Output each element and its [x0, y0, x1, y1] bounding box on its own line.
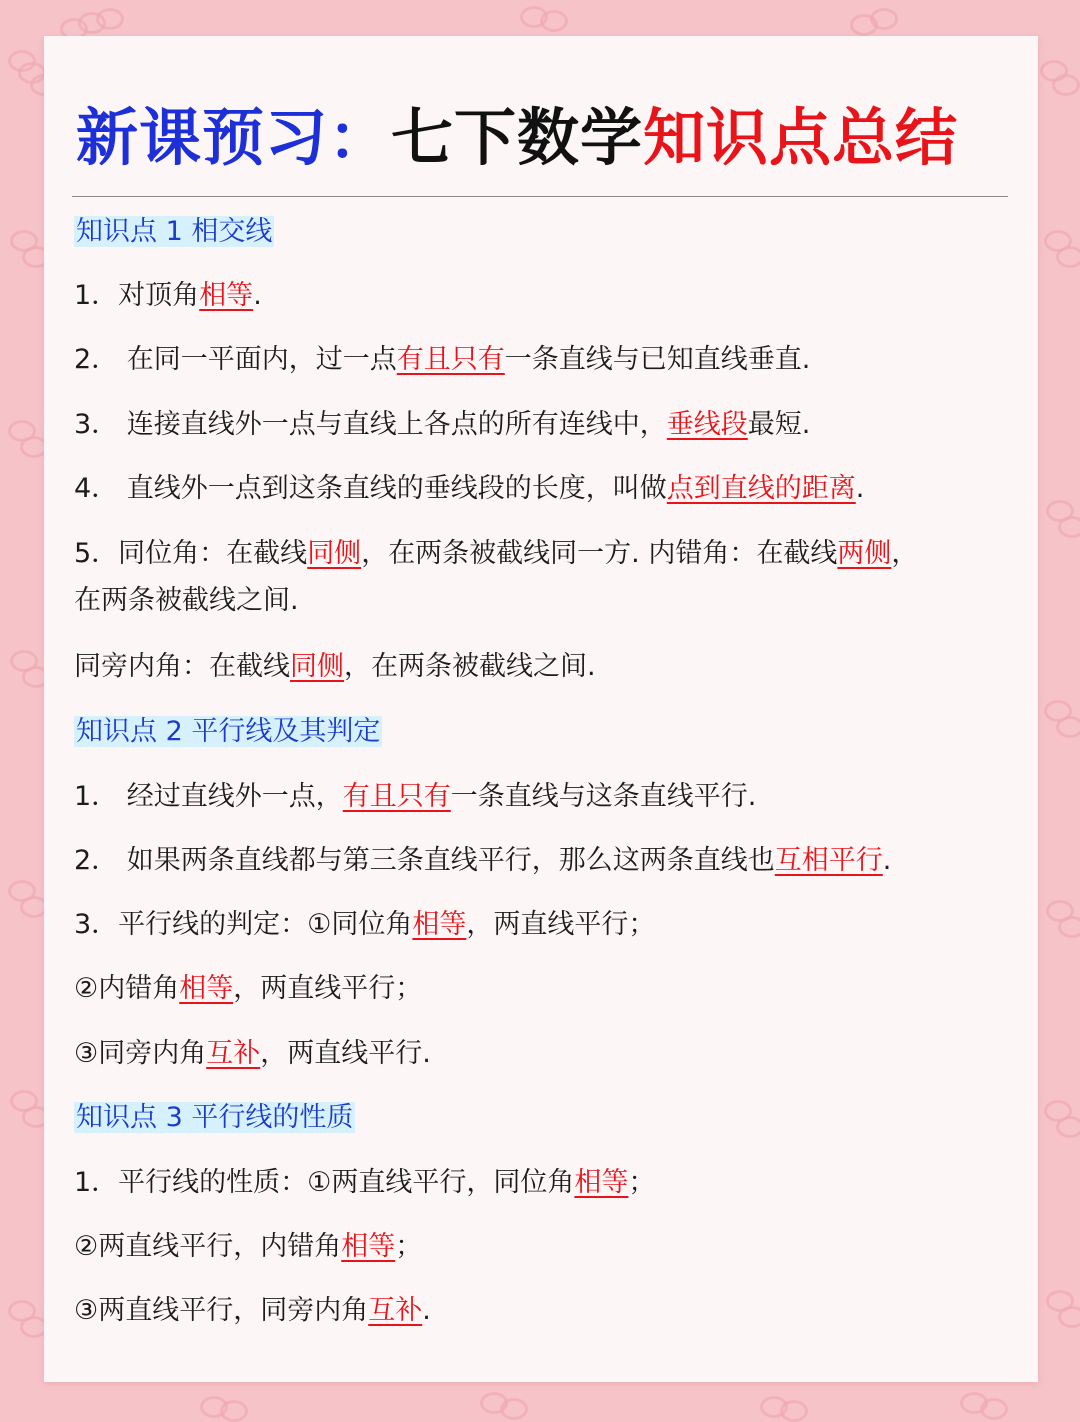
highlighted-answer: 相等: [412, 909, 467, 940]
title-part-prefix: 新课预习：: [76, 101, 392, 174]
line-text: ③两直线平行，同旁内角: [74, 1295, 369, 1326]
knowledge-line: [74, 1227, 422, 1267]
knowledge-line: [74, 340, 810, 380]
line-text: ，在两条被截线同一方. 内错角：在截线: [361, 538, 838, 569]
highlighted-answer: 有且只有: [342, 781, 451, 812]
section-heading-2: [74, 712, 382, 752]
line-text: .: [855, 473, 865, 504]
chain-link-decoration: [980, 1398, 1008, 1420]
title-part-subject: 七下数学: [391, 101, 644, 174]
highlighted-answer: 垂线段: [666, 409, 748, 440]
line-text: 2． 如果两条直线都与第三条直线平行，那么这两条直线也: [74, 845, 775, 876]
line-text: 3．平行线的判定：①同位角: [74, 909, 413, 940]
title-part-summary: 知识点总结: [643, 101, 959, 174]
page-title: [76, 98, 1016, 178]
chain-link-decoration: [1056, 716, 1080, 738]
knowledge-line: [74, 581, 299, 621]
line-text: ，两直线平行；: [466, 909, 656, 940]
knowledge-line: [74, 841, 891, 881]
highlighted-answer: 相等: [341, 1231, 396, 1262]
knowledge-line: [74, 1291, 431, 1331]
knowledge-line: [74, 1034, 431, 1074]
chain-link-decoration: [1058, 1306, 1080, 1328]
highlighted-answer: 有且只有: [396, 344, 505, 375]
chain-link-decoration: [870, 8, 898, 30]
highlighted-answer: 同侧: [290, 651, 344, 682]
highlighted-answer: 相等: [179, 973, 234, 1004]
knowledge-line: [74, 905, 655, 945]
line-text: 一条直线与已知直线垂直.: [504, 344, 811, 375]
highlighted-answer: 互补: [206, 1038, 261, 1069]
chain-link-decoration: [1058, 916, 1080, 938]
highlighted-answer: 互相平行: [774, 845, 883, 876]
highlighted-answer: 相等: [199, 280, 254, 311]
line-text: 同旁内角：在截线: [74, 651, 290, 682]
line-text: ③同旁内角: [74, 1038, 207, 1069]
chain-link-decoration: [1056, 1116, 1080, 1138]
highlighted-answer: 点到直线的距离: [666, 473, 856, 504]
line-text: 1．对顶角: [74, 280, 200, 311]
line-text: ②内错角: [74, 973, 180, 1004]
chain-link-decoration: [780, 1400, 808, 1422]
line-text: ，两直线平行.: [260, 1038, 431, 1069]
line-text: ，: [891, 538, 919, 569]
content-card: [44, 36, 1038, 1382]
chain-link-decoration: [1058, 516, 1080, 538]
chain-link-decoration: [1052, 74, 1080, 96]
knowledge-line: [74, 969, 422, 1009]
section-heading-1: [74, 212, 274, 252]
section-heading-label: 知识点 3 平行线的性质: [76, 1102, 354, 1133]
line-text: 1． 经过直线外一点，: [74, 781, 343, 812]
knowledge-line: [74, 1163, 655, 1203]
chain-link-decoration: [96, 8, 124, 30]
section-heading-label: 知识点 1 相交线: [76, 216, 273, 247]
knowledge-line: [74, 534, 918, 574]
knowledge-line: [74, 276, 262, 316]
highlighted-answer: 两侧: [837, 538, 892, 569]
section-heading-3: [74, 1098, 355, 1138]
line-text: ②两直线平行，内错角: [74, 1231, 342, 1262]
line-text: .: [882, 845, 892, 876]
line-text: ，两直线平行；: [233, 973, 423, 1004]
knowledge-line: [74, 777, 756, 817]
knowledge-line: [74, 647, 596, 687]
line-text: 2． 在同一平面内，过一点: [74, 344, 397, 375]
line-text: 3． 连接直线外一点与直线上各点的所有连线中，: [74, 409, 667, 440]
line-text: 一条直线与这条直线平行.: [450, 781, 757, 812]
line-text: ，在两条被截线之间.: [344, 651, 596, 682]
line-text: 最短.: [747, 409, 811, 440]
highlighted-answer: 互补: [368, 1295, 423, 1326]
line-text: ；: [628, 1167, 656, 1198]
highlighted-answer: 相等: [574, 1167, 629, 1198]
chain-link-decoration: [1056, 246, 1080, 268]
highlighted-answer: 同侧: [307, 538, 362, 569]
knowledge-line: [74, 469, 864, 509]
line-text: .: [253, 280, 262, 311]
chain-link-decoration: [540, 10, 568, 32]
line-text: 1．平行线的性质：①两直线平行，同位角: [74, 1167, 575, 1198]
chain-link-decoration: [220, 1400, 248, 1422]
section-heading-label: 知识点 2 平行线及其判定: [76, 716, 381, 747]
line-text: 在两条被截线之间.: [74, 585, 299, 616]
line-text: ；: [395, 1231, 423, 1262]
line-text: 5．同位角：在截线: [74, 538, 308, 569]
knowledge-line: [74, 405, 810, 445]
line-text: 4． 直线外一点到这条直线的垂线段的长度，叫做: [74, 473, 667, 504]
line-text: .: [422, 1295, 431, 1326]
chain-link-decoration: [500, 1398, 528, 1420]
title-divider: [72, 196, 1008, 197]
